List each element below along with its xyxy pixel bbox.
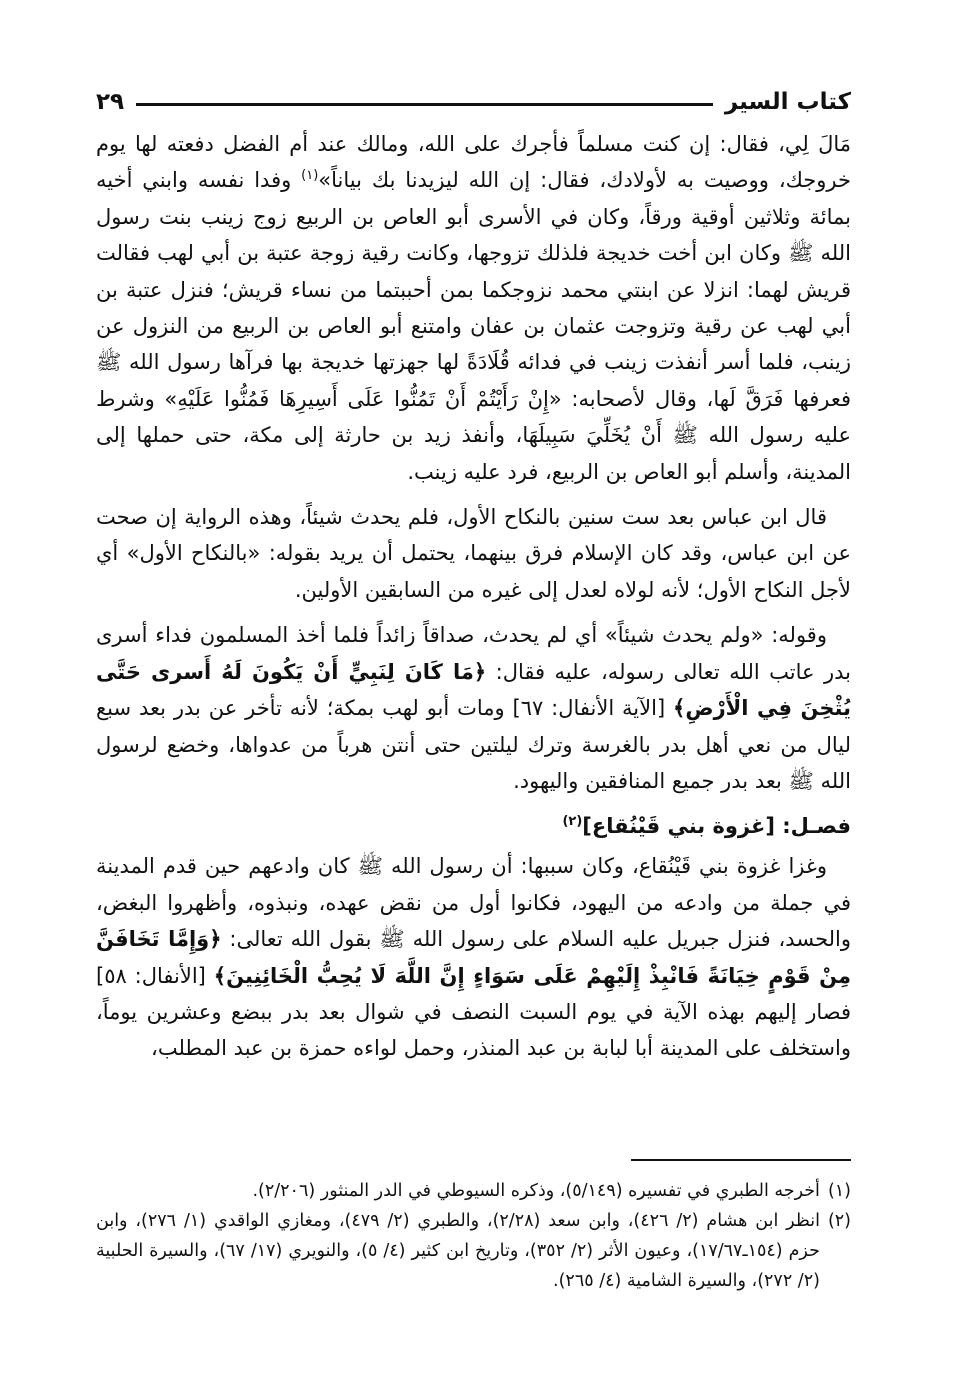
- text-segment: مَالَ لِي، فقال: إن كنت مسلماً فأجرك على الله، ومالك عند أم الفضل دفعته لها يوم خروجك، ووصيت به لأولادك، فقال: إن الله ليزيدنا بك بياناً»: [96, 132, 851, 193]
- text-segment: [الآية الأنفال: ٦٧] ومات أبو لهب بمكة؛ لأنه تأخر عن بدر بعد سبع ليال من نعي أهل بدر بالغرسة وترك ليلتين حتى أنتن هرباً من عدواها، وخضع لرسول الله ﷺ بعد بدر جميع المنافقين واليهود.: [96, 696, 851, 793]
- section-paragraph: [96, 848, 851, 1066]
- text-segment: قال ابن عباس بعد ست سنين بالنكاح الأول، فلم يحدث شيئاً، وهذه الرواية إن صحت عن ابن عباس، وقد كان الإسلام فرق بينهما، يحتمل أن يريد بقوله: «بالنكاح الأول» أي لأجل النكاح الأول؛ لأنه لولاه لعدل إلى غيره من السابقين الأولين.: [96, 505, 851, 602]
- text-segment: وغزا غزوة بني قَيْنُقاع، وكان سببها: أن رسول الله ﷺ كان وادعهم حين قدم المدينة في جملة من وادعه من اليهود، فكانوا أول من نقض عهده، ونبذوه، وأظهروا البغض، والحسد، فنزل جبريل عليه السلام على رسول الله ﷺ بقول الله تعالى:: [96, 854, 851, 952]
- footnote-marker-2: (٢): [562, 814, 583, 830]
- footnote-number: (١): [827, 1181, 851, 1201]
- footnote-marker-1: (١): [301, 168, 319, 184]
- footnote-1: [96, 1176, 851, 1206]
- text-segment: وفدا نفسه وابني أخيه بمائة وثلاثين أوقية ورقاً، وكان في الأسرى أبو العاص بن الربيع زوج زينب بنت رسول الله ﷺ وكان ابن أخت خديجة فلذلك تزوجها، وكانت رقية زوجة عتبة بن أبي لهب فقالت قريش لهما: انزلا عن ابنتي محمد نزوجكما بمن أحببتما من نساء قريش؛ فنزل عتبة بن أبي لهب عن رقية وتزوجت عثمان بن عفان وامتنع أبو العاص بن الربيع من النزول عن زينب، فلما أسر أنفذت زينب في فدائه قُلَادَةً لها جهزتها خديجة بها فرآها رسول الله ﷺ فعرفها فَرَقَّ لَها، وقال لأصحابه: «إِنْ رَأَيْتُمْ أَنْ تَمُنُّوا عَلَى أَسِيرِهَا فَمُنُّوا عَلَيْهِ» وشرط عليه رسول الله ﷺ أَنْ يُخَلِّيَ سَبِيلَهَا، وأنفذ زيد بن حارثة إلى مكة، حتى حملها إلى المدينة، وأسلم أبو العاص بن الربيع، فرد عليه زينب.: [96, 168, 851, 484]
- section-heading-text: فصـل: [غزوة بني قَيْنُقاع]: [582, 814, 851, 839]
- paragraph-1: [96, 126, 851, 490]
- page-header: [96, 84, 851, 120]
- text-segment: [الأنفال: ٥٨] فصار إليهم بهذه الآية في يوم السبت النصف في شوال بعد بدر ببضع وعشرين يوماً، واستخلف على المدينة أبا لبابة بن عبد المنذر، وحمل لواءه حمزة بن عبد المطلب،: [96, 963, 851, 1061]
- text-segment: وقوله: «ولم يحدث شيئاً» أي لم يحدث، صداقاً زائداً فلما أخذ المسلمون فداء أسرى بدر عاتب الله تعالى رسوله، عليه فقال:: [96, 623, 851, 684]
- quran-verse: ﴿مَا كَانَ لِنَبِيٍّ أَنْ يَكُونَ لَهُ أَسرى حَتَّى يُثْخِنَ فِي الْأَرْضِ﴾: [96, 659, 851, 721]
- footnote-number: (٢): [827, 1211, 851, 1231]
- paragraph-3: [96, 617, 851, 799]
- footnote-2: [96, 1206, 851, 1296]
- footnote-text: أخرجه الطبري في تفسيره (٥/١٤٩)، وذكره السيوطي في الدر المنثور (٢/٢٠٦).: [252, 1181, 820, 1201]
- main-text: [96, 126, 851, 1067]
- paragraph-2: [96, 499, 851, 608]
- section-heading: [96, 808, 851, 844]
- running-title: كتاب السير: [724, 89, 851, 115]
- header-rule: [136, 103, 713, 106]
- footnotes: [96, 1176, 851, 1296]
- quran-verse: ﴿وَإِمَّا تَخَافَنَّ مِنْ قَوْمٍ خِيَانَةً فَانْبِذْ إِلَيْهِمْ عَلَى سَوَاءٍ إِنَّ اللَّهَ لَا يُحِبُّ الْخَائِنِينَ﴾: [96, 927, 851, 988]
- page-number: ٢٩: [96, 89, 125, 115]
- footnote-rule: [631, 1159, 851, 1161]
- footnote-text: انظر ابن هشام (٢/ ٤٢٦)، وابن سعد (٢/٢٨)، والطبري (٢/ ٤٧٩)، ومغازي الواقدي (١/ ٢٧٦)، وابن حزم (١٥٤ـ١٧/٦٧)، وعيون الأثر (٢/ ٣٥٢)، وتاريخ ابن كثير (٤/ ٥)، والنويري (١٧/ ٦٧)، والسيرة الحلبية (٢/ ٢٧٢)، والسيرة الشامية (٤/ ٢٦٥).: [96, 1211, 820, 1291]
